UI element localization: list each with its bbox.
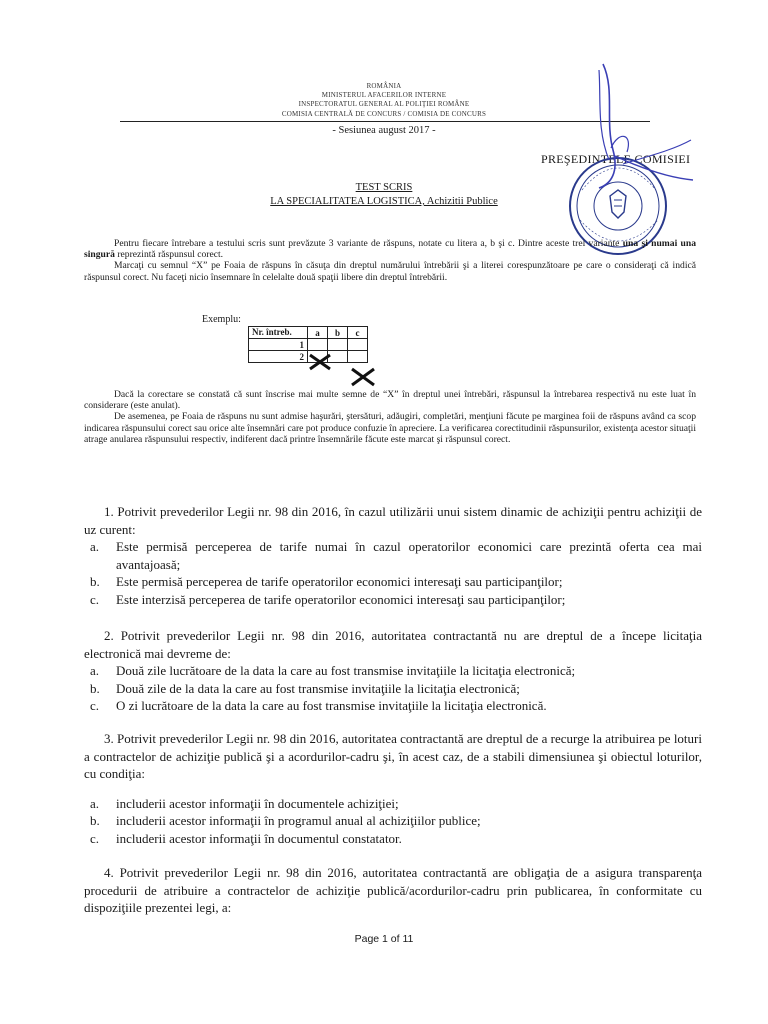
question-2 (84, 627, 702, 715)
question-stem: 1. Potrivit prevederilor Legii nr. 98 din 2016, în cazul utilizării unui sistem dinamic de achiziţii pentru achiziţii de uz curent: (84, 504, 702, 537)
example-label: Exemplu: (202, 314, 241, 325)
instruction-paragraph-3: Dacă la corectare se constată că sunt înscrise mai multe semne de “X” în dreptul unei întrebări, răspunsul la întrebarea respectivă nu este luat în considerare (este anulat). (84, 389, 696, 412)
question-option: b. Este permisă perceperea de tarife operatorilor economici interesaţi sau participanţilor; (90, 574, 563, 589)
question-1 (84, 503, 702, 608)
example-x-mark-icon (308, 353, 332, 371)
example-col-b: b (328, 327, 348, 339)
header-line-commission: COMISIA CENTRALĂ DE CONCURS / COMISIA DE CONCURS (281, 110, 487, 118)
example-x-mark-icon (350, 367, 376, 387)
session-label: - Sesiunea august 2017 - (332, 125, 436, 136)
instructions-block (84, 238, 696, 283)
header-line-ministry: MINISTERUL AFACERILOR INTERNE (321, 91, 447, 99)
question-option: a. Este permisă perceperea de tarife numai în cazul operatorilor economici care prezintă oferta cea mai avantajoasă; (90, 539, 702, 572)
question-3 (84, 730, 702, 847)
question-stem: 2. Potrivit prevederilor Legii nr. 98 din 2016, autoritatea contractantă nu are dreptul de a începe licitaţia electronică mai devreme de: (84, 628, 702, 661)
instruction-paragraph-2: Marcaţi cu semnul “X” pe Foaia de răspuns în căsuţa din dreptul numărului întrebării şi a literei corespunzătoare pe care o consideraţi că indică răspunsul corect. Nu faceţi nicio însemnare în celelalte două spaţii libere din dreptul întrebării. (84, 260, 696, 283)
page-number: Page 1 of 11 (354, 933, 414, 945)
header-rule (120, 121, 650, 122)
question-option: c. includerii acestor informaţii în documentul constatator. (90, 830, 402, 846)
question-option: b. Două zile de la data la care au fost transmise invitaţiile la licitaţia electronică; (90, 680, 520, 696)
instruction-paragraph-1: Pentru fiecare întrebare a testului scris sunt prevăzute 3 variante de răspuns, notate cu litera a, b şi c. Dintre aceste trei variante una şi numai una singură reprezintă răspunsul corect. (84, 238, 697, 261)
question-option: a. Două zile lucrătoare de la data la care au fost transmise invitaţiile la licitaţia electronică; (90, 663, 576, 678)
test-subtitle: LA SPECIALITATEA LOGISTICA, Achizitii Publice (270, 196, 498, 207)
example-col-c: c (348, 327, 368, 339)
question-option: c. O zi lucrătoare de la data la care au fost transmise invitaţiile la licitaţia electronică. (90, 698, 547, 713)
header-line-inspectorate: INSPECTORATUL GENERAL AL POLIŢIEI ROMÂNE (298, 100, 470, 108)
example-row-2: 2 (249, 351, 308, 363)
question-option: c. Este interzisă perceperea de tarife operatorilor economici interesaţi sau participanţilor; (90, 591, 566, 607)
question-stem: 3. Potrivit prevederilor Legii nr. 98 din 2016, autoritatea contractantă are dreptul de a recurge la atribuirea pe loturi a contractelor de achiziţie publică şi a acordurilor-cadru şi, în acest caz, de a stabili dimensiunea şi obiectul loturilor, cu condiţia: (84, 731, 702, 781)
instruction-emphasis: una şi numai una singură (84, 238, 697, 261)
commission-president-label: PREŞEDINTELE COMISIEI (541, 152, 691, 166)
example-col-a: a (308, 327, 328, 339)
header-line-country: ROMÂNIA (366, 82, 402, 90)
question-option: a. includerii acestor informaţii în documentele achiziţiei; (90, 795, 399, 811)
example-col-nr: Nr. întreb. (249, 327, 308, 339)
question-4 (84, 864, 702, 917)
question-option: b. includerii acestor informaţii în programul anual al achiziţiilor publice; (90, 813, 481, 828)
question-stem: 4. Potrivit prevederilor Legii nr. 98 din 2016, autoritatea contractantă are obligaţia de a asigura transparenţa procedurii de atribuire a contractelor de achiziţie publică/acordurilor-cadru prin publicarea, în conformitate cu dispoziţiile prezentei legi, a: (84, 865, 702, 915)
instruction-paragraph-4: De asemenea, pe Foaia de răspuns nu sunt admise haşurări, ştersături, adăugiri, completări, menţiuni făcute pe marginea foii de răspuns având ca scop indicarea răspunsului corect sau orice alte însemnări care pot produce confuzie în apreciere. La verificarea corectitudinii răspunsurilor, existenţa acestor situaţii atrage anularea răspunsului respectiv, indiferent dacă printre însemnările făcute este marcat şi răspunsul corect. (84, 411, 696, 445)
example-row-1: 1 (249, 339, 308, 351)
instructions-block-2 (84, 389, 696, 445)
test-title: TEST SCRIS (355, 182, 413, 193)
